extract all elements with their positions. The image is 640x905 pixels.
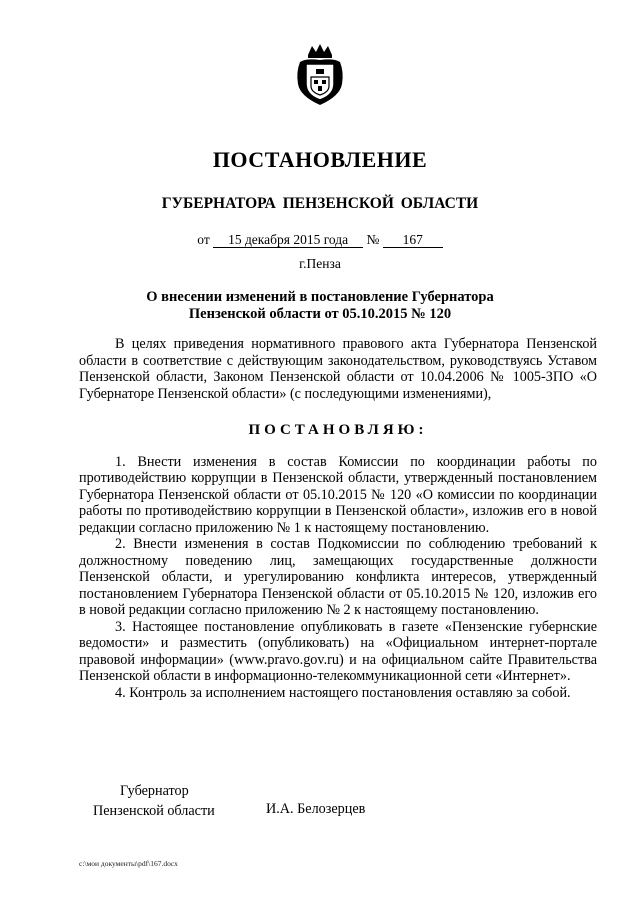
date-number-line: [0, 232, 640, 248]
city: г.Пенза: [299, 256, 341, 271]
decree-item-2: 2. Внести изменения в состав Подкомиссии по соблюдению требований к должностному поведению лиц, замещающих государственные должности Пензенской области, и урегулированию конфликта интересов, утвержденный постановлением Губернатора Пензенской области от 05.10.2015 № 120, изложив его в новой редакции согласно приложению № 2 к настоящему постановлению.: [79, 536, 597, 618]
issuing-authority: ГУБЕРНАТОРА ПЕНЗЕНСКОЙ ОБЛАСТИ: [161, 195, 479, 212]
date-prefix: от: [197, 232, 210, 247]
signatory-position-line-2: Пензенской области: [93, 803, 215, 819]
signatory-position-line-1: Губернатор: [120, 783, 189, 799]
number-prefix: №: [366, 232, 380, 247]
document-number: 167: [383, 232, 443, 248]
signatory-position: [93, 781, 215, 821]
document-body: [79, 336, 597, 701]
document-title: ПОСТАНОВЛЕНИЕ: [212, 147, 428, 172]
decree-heading: ПОСТАНОВЛЯЮ:: [248, 422, 428, 438]
subject-line-2: Пензенской области от 05.10.2015 № 120: [188, 306, 452, 322]
decree-item-4: 4. Контроль за исполнением настоящего постановления оставляю за собой.: [115, 684, 571, 701]
subject-line-1: О внесении изменений в постановление Губернатора: [146, 289, 494, 305]
document-date: 15 декабря 2015 года: [213, 232, 363, 248]
file-path-footer: c:\мои документы\pdf\167.docx: [79, 859, 178, 868]
preamble-paragraph: В целях приведения нормативного правового акта Губернатора Пензенской области в соответствие с действующим законодательством, руководствуясь Уставом Пензенской области, Законом Пензенской области от 10.04.2006 № 1005-ЗПО «О Губернаторе Пензенской области» (с последующими изменениями),: [79, 336, 597, 402]
document-subject: [0, 289, 640, 323]
coat-of-arms-icon: [294, 42, 346, 108]
decree-item-3: 3. Настоящее постановление опубликовать в газете «Пензенские губернские ведомости» и разместить (опубликовать) на «Официальном интернет-портале правовой информации» (www.pravo.gov.ru) и на официальном сайте Правительства Пензенской области в информационно-телекоммуникационной сети «Интернет».: [79, 618, 597, 684]
decree-item-1: 1. Внести изменения в состав Комиссии по координации работы по противодействию коррупции в Пензенской области, утвержденный постановлением Губернатора Пензенской области от 05.10.2015 № 120 «О комиссии по координации работы по противодействию коррупции в Пензенской области», изложив его в новой редакции согласно приложению № 1 к настоящему постановлению.: [79, 453, 597, 536]
signatory-name: И.А. Белозерцев: [266, 801, 366, 817]
